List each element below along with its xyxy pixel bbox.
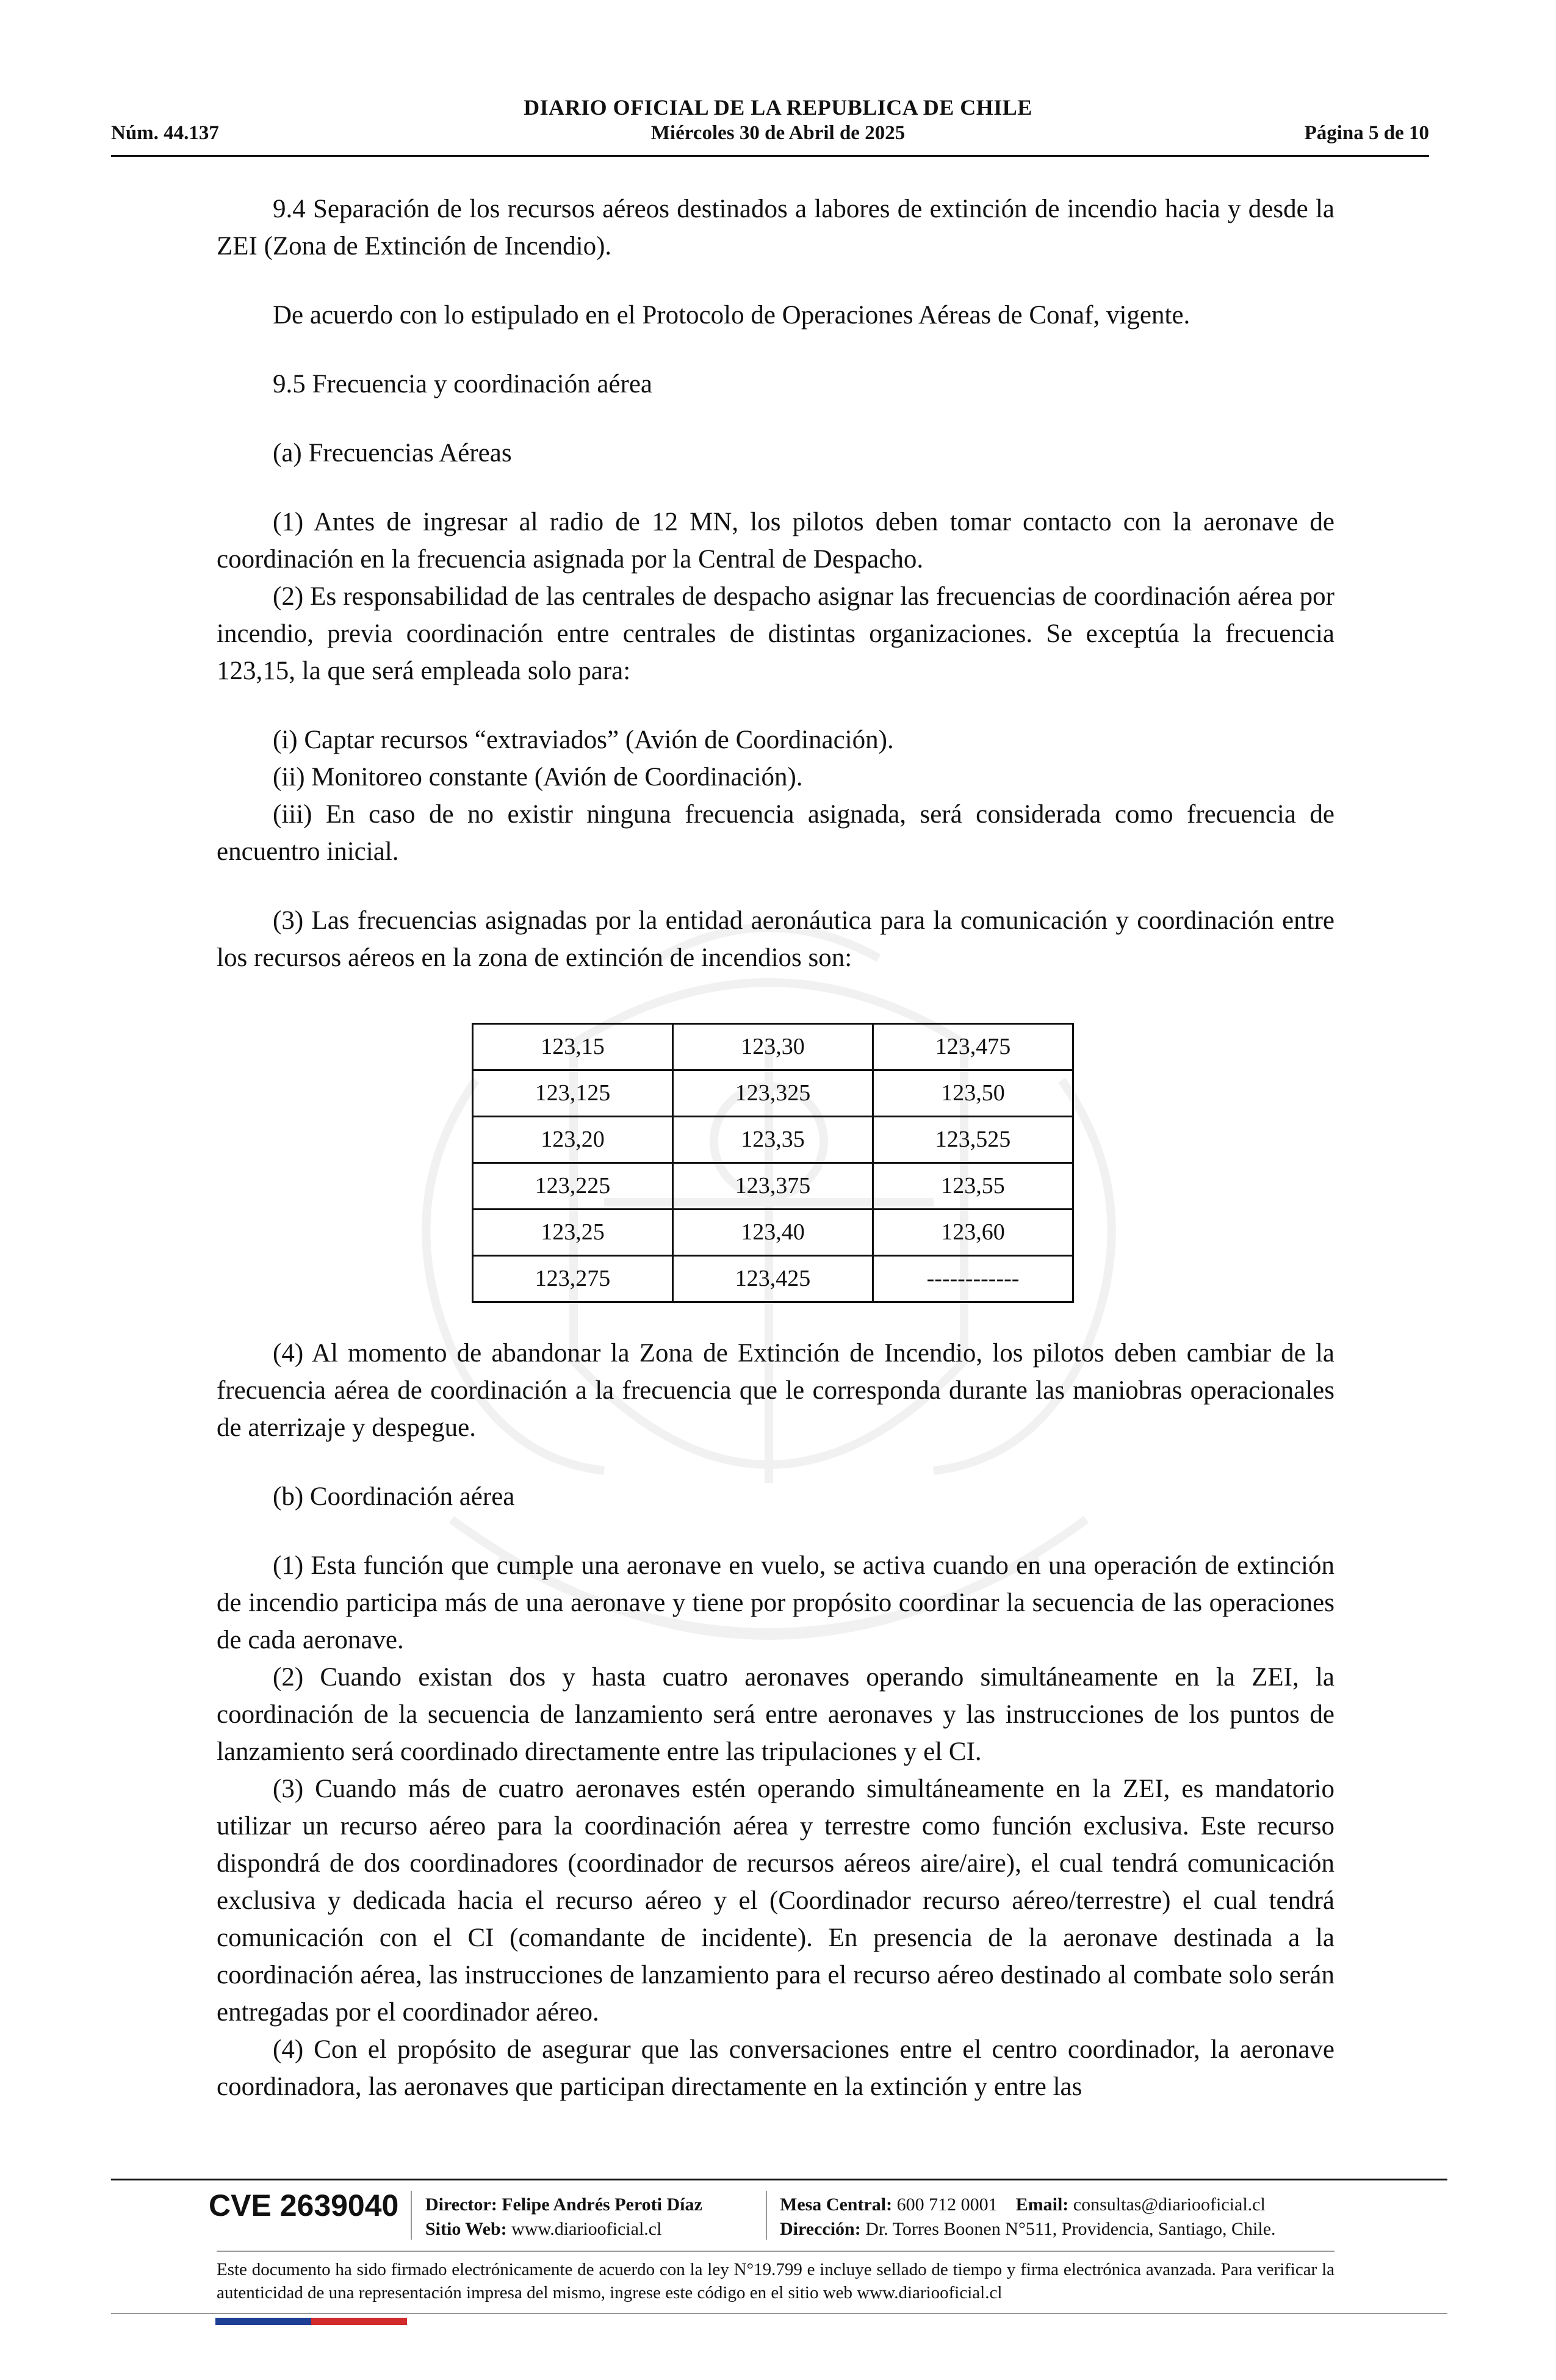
protocol-reference-paragraph: De acuerdo con lo estipulado en el Protocolo de Operaciones Aéreas de Conaf, vigente. — [273, 301, 1190, 330]
frequency-cell: 123,20 — [473, 1117, 673, 1163]
issue-number: Núm. 44.137 — [111, 122, 219, 144]
cve-code: CVE 2639040 — [209, 2188, 399, 2223]
frequency-cell: 123,55 — [873, 1163, 1073, 1210]
frequency-cell: 123,325 — [673, 1070, 873, 1117]
flag-stripe-red — [311, 2318, 407, 2325]
table-row — [473, 1117, 1073, 1163]
director-name: Felipe Andrés Peroti Díaz — [502, 2194, 702, 2215]
publication-title: DIARIO OFICIAL DE LA REPUBLICA DE CHILE — [524, 95, 1032, 120]
sub-item-i: (i) Captar recursos “extraviados” (Avión de Coordinación). — [273, 726, 894, 754]
table-row — [473, 1256, 1073, 1302]
address-label: Dirección: — [780, 2219, 861, 2239]
frequency-cell: 123,425 — [673, 1256, 873, 1302]
frequency-cell: 123,275 — [473, 1256, 673, 1302]
frequency-cell: ------------ — [873, 1256, 1073, 1302]
frequency-cell: 123,15 — [473, 1024, 673, 1070]
publication-date: Miércoles 30 de Abril de 2025 — [650, 122, 906, 144]
frequency-cell: 123,525 — [873, 1117, 1073, 1163]
item-3-paragraph: (3) Las frecuencias asignadas por la entidad aeronáutica para la comunicación y coordinación entre los recursos aéreos en la zona de extinción de incendios son: — [217, 906, 1334, 972]
frequency-cell: 123,40 — [673, 1210, 873, 1256]
frequency-cell: 123,60 — [873, 1210, 1073, 1256]
footer-separator — [411, 2191, 412, 2240]
frequency-cell: 123,225 — [473, 1163, 673, 1210]
phone-number: 600 712 0001 — [896, 2194, 998, 2215]
section-9-4-paragraph: 9.4 Separación de los recursos aéreos destinados a labores de extinción de incendio hacia y desde la ZEI (Zona de Extinción de Incendio). — [217, 195, 1334, 261]
website-link[interactable]: www.diariooficial.cl — [511, 2219, 662, 2239]
phone-label: Mesa Central: — [780, 2194, 893, 2215]
frequency-cell: 123,50 — [873, 1070, 1073, 1117]
frequency-cell: 123,475 — [873, 1024, 1073, 1070]
item-4-paragraph: (4) Al momento de abandonar la Zona de Extinción de Incendio, los pilotos deben cambiar de la frecuencia aérea de coordinación a la frecuencia que le corresponda durante las maniobras operacionales de aterrizaje y despegue. — [217, 1339, 1334, 1442]
frequency-cell: 123,125 — [473, 1070, 673, 1117]
document-body — [217, 190, 1334, 2105]
coordination-item-4: (4) Con el propósito de asegurar que las conversaciones entre el centro coordinador, la aeronave coordinadora, las aeronaves que participan directamente en la extinción y entre las — [217, 2035, 1334, 2101]
table-row — [473, 1210, 1073, 1256]
frequency-cell: 123,30 — [673, 1024, 873, 1070]
flag-stripe-blue — [215, 2318, 311, 2325]
table-row — [473, 1163, 1073, 1210]
footer-director-block — [425, 2193, 702, 2241]
subsection-a-heading: (a) Frecuencias Aéreas — [273, 439, 512, 467]
website-label: Sitio Web: — [425, 2219, 507, 2239]
item-1-paragraph: (1) Antes de ingresar al radio de 12 MN, los pilotos deben tomar contacto con la aeronave de coordinación en la frecuencia asignada por la Central de Despacho. — [217, 508, 1334, 574]
coordination-item-1: (1) Esta función que cumple una aeronave en vuelo, se activa cuando en una operación de extinción de incendio participa más de una aeronave y tiene por propósito coordinar la secuencia de las operaciones de cada aeronave. — [217, 1551, 1334, 1654]
sub-item-iii: (iii) En caso de no existir ninguna frecuencia asignada, será considerada como frecuencia de encuentro inicial. — [217, 800, 1334, 866]
page-number: Página 5 de 10 — [1304, 122, 1429, 144]
footer-divider — [111, 2179, 1447, 2180]
frequency-cell: 123,35 — [673, 1117, 873, 1163]
item-2-paragraph: (2) Es responsabilidad de las centrales de despacho asignar las frecuencias de coordinación aérea por incendio, previa coordinación entre centrales de distintas organizaciones. Se exceptúa la frecuencia 123,15, la que será empleada solo para: — [217, 582, 1334, 685]
subsection-b-heading: (b) Coordinación aérea — [273, 1482, 515, 1511]
table-row — [473, 1070, 1073, 1117]
frequency-cell: 123,25 — [473, 1210, 673, 1256]
table-row — [473, 1024, 1073, 1070]
section-9-5-heading: 9.5 Frecuencia y coordinación aérea — [273, 370, 652, 398]
footer-bottom-divider — [111, 2313, 1447, 2314]
footer-contact-block — [780, 2193, 1276, 2241]
frequency-cell: 123,375 — [673, 1163, 873, 1210]
footer-note-divider — [217, 2251, 1334, 2252]
sub-item-ii: (ii) Monitoreo constante (Avión de Coordinación). — [273, 763, 803, 792]
coordination-item-2: (2) Cuando existan dos y hasta cuatro aeronaves operando simultáneamente en la ZEI, la coordinación de la secuencia de lanzamiento será entre aeronaves y las instrucciones de los puntos de lanzamiento será coordinado directamente entre las tripulaciones y el CI. — [217, 1663, 1334, 1766]
header-divider — [111, 155, 1429, 157]
address-text: Dr. Torres Boonen N°511, Providencia, Santiago, Chile. — [865, 2219, 1276, 2239]
email-link[interactable]: consultas@diariooficial.cl — [1073, 2194, 1266, 2215]
signature-notice: Este documento ha sido firmado electrónicamente de acuerdo con la ley N°19.799 e incluye sellado de tiempo y firma electrónica avanzada. Para verificar la autenticidad de una representación impresa del mismo, ingrese este código en el sitio web www.diariooficial.cl — [217, 2260, 1334, 2302]
frequency-table — [472, 1023, 1074, 1303]
footer-separator — [766, 2191, 767, 2240]
director-label: Director: — [425, 2194, 497, 2215]
email-label: Email: — [1015, 2194, 1069, 2215]
coordination-item-3: (3) Cuando más de cuatro aeronaves estén operando simultáneamente en la ZEI, es mandatorio utilizar un recurso aéreo para la coordinación aérea y terrestre como función exclusiva. Este recurso dispondrá de dos coordinadores (coordinador de recursos aéreos aire/aire), el cual tendrá comunicación exclusiva y dedicada hacia el recurso aéreo y el (Coordinador recurso aéreo/terrestre) el cual tendrá comunicación con el CI (comandante de incidente). En presencia de la aeronave destinada a la coordinación aérea, las instrucciones de lanzamiento para el recurso aéreo destinado al combate solo serán entregadas por el coordinador aéreo. — [217, 1775, 1334, 2027]
